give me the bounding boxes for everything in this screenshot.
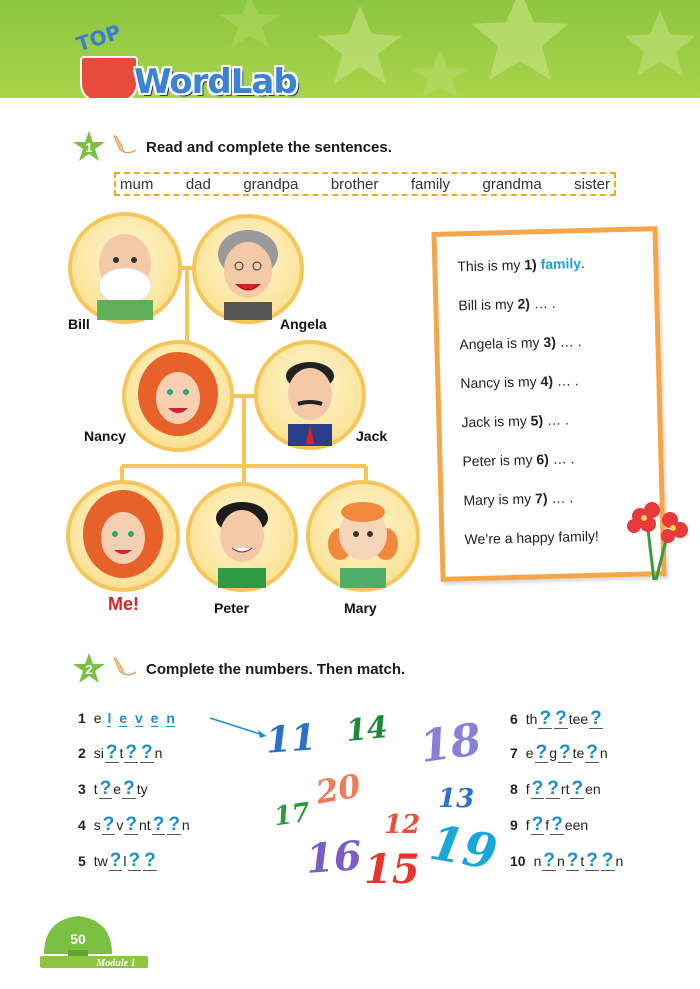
digit-15[interactable]: 15 <box>364 846 420 893</box>
filled-letter: n <box>166 710 175 726</box>
angela-label: Angela <box>280 316 327 332</box>
sentence-3: Angela is my 3) … . <box>459 333 582 353</box>
angela-portrait <box>192 214 304 324</box>
peter-label: Peter <box>214 600 250 616</box>
page-number-badge <box>40 910 148 970</box>
answer-family: family <box>540 255 582 273</box>
filled-letter: v <box>134 710 143 726</box>
section-1-number: 1 <box>85 140 93 155</box>
filled-letter: e <box>119 710 128 726</box>
filled-letter: e <box>150 710 159 726</box>
number-item-10: 10 n ? n ? t ? ? n <box>510 850 624 871</box>
mary-portrait <box>306 480 420 592</box>
word-bank-item: family <box>410 175 451 193</box>
digit-13[interactable]: 13 <box>438 784 475 814</box>
flowers-icon <box>618 490 690 582</box>
filled-letter: l <box>107 710 112 726</box>
sentence-2: Bill is my 2) … . <box>458 294 556 314</box>
sentence-1: This is my 1) family. <box>457 255 586 275</box>
number-item-4: 4 s ? v ? nt ? ? n <box>78 814 190 835</box>
number-item-6: 6 th ? ? tee ? <box>510 708 602 729</box>
boy-face-icon <box>190 486 294 588</box>
digit-14[interactable]: 14 <box>344 709 390 750</box>
digit-16[interactable]: 16 <box>304 832 364 883</box>
me-portrait <box>66 480 180 592</box>
number-item-1: 1 e l e v e n <box>78 710 175 726</box>
girl-face-icon <box>70 484 176 588</box>
sentence-5: Jack is my 5) … . <box>461 411 569 431</box>
grandpa-face-icon <box>72 216 178 320</box>
logo-top-text: TOP <box>73 19 124 57</box>
word-bank-item: brother <box>330 175 379 193</box>
word-bank-item: mum <box>120 175 154 193</box>
section-2-star-badge <box>72 652 106 686</box>
number-item-2: 2 si ? t ? ? n <box>78 742 163 763</box>
mary-label: Mary <box>344 600 377 616</box>
digit-20[interactable]: 20 <box>313 766 364 812</box>
pencil-icon <box>110 656 138 676</box>
peter-portrait <box>186 482 298 592</box>
section-1-title: Read and complete the sentences. <box>146 139 392 156</box>
section-2-number: 2 <box>85 662 93 677</box>
dad-face-icon <box>258 344 362 446</box>
word-bank-item: grandma <box>482 175 542 193</box>
digit-17[interactable]: 17 <box>272 797 313 833</box>
nancy-portrait <box>122 340 234 452</box>
module-label: Module 1 <box>96 958 136 969</box>
section-2-title: Complete the numbers. Then match. <box>146 661 406 678</box>
word-bank-item: grandpa <box>243 175 299 193</box>
jack-portrait <box>254 340 366 450</box>
sentence-7: Mary is my 7) … . <box>463 489 574 509</box>
number-item-5: 5 tw ? l ? ? <box>78 850 156 871</box>
digit-11[interactable]: 11 <box>264 716 318 762</box>
sentence-6: Peter is my 6) … . <box>462 450 575 470</box>
bill-label: Bill <box>68 316 90 332</box>
logo-word-text: WordLab <box>134 62 297 98</box>
number-item-7: 7 e ? g ? te ? n <box>510 742 608 763</box>
little-girl-face-icon <box>310 484 416 588</box>
bill-portrait <box>68 212 182 324</box>
grandma-face-icon <box>196 218 300 320</box>
word-bank-item: dad <box>185 175 211 193</box>
digit-19[interactable]: 19 <box>425 814 502 882</box>
number-item-8: 8 f ? ? rt ? en <box>510 778 601 799</box>
word-bank-item: sister <box>574 175 610 193</box>
page-number: 50 <box>70 931 86 947</box>
number-item-9: 9 f ? f ? een <box>510 814 589 835</box>
nancy-label: Nancy <box>84 428 127 444</box>
sentence-4: Nancy is my 4) … . <box>460 372 579 392</box>
digit-12[interactable]: 12 <box>384 810 421 840</box>
jack-label: Jack <box>356 428 388 444</box>
sentence-8: We’re a happy family! <box>464 527 600 548</box>
me-label: Me! <box>108 594 139 614</box>
mum-face-icon <box>126 344 230 448</box>
number-item-3: 3 t ? e ? ty <box>78 778 148 799</box>
digit-18[interactable]: 18 <box>416 713 485 774</box>
